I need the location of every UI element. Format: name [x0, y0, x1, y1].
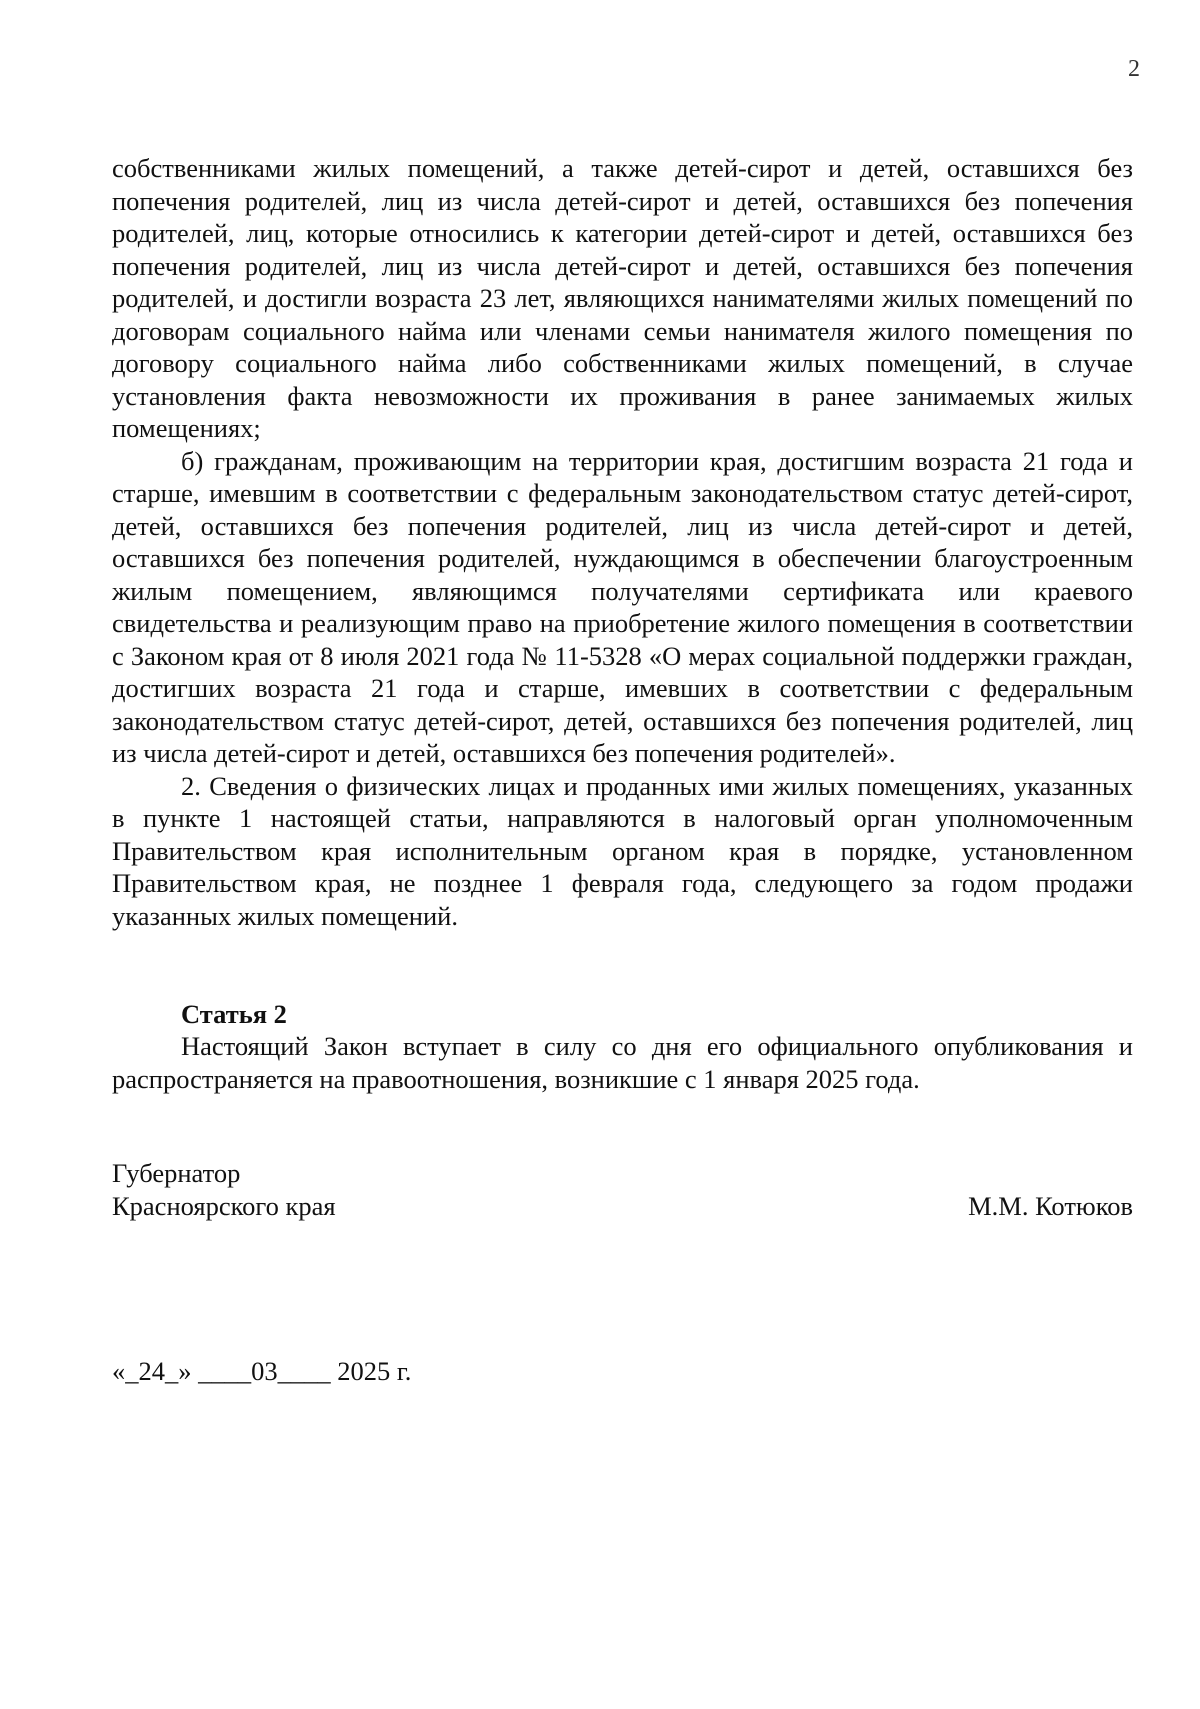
signatory-name: М.М. Котюков [968, 1190, 1133, 1221]
signatory-title-line-2: Красноярского края [112, 1190, 336, 1221]
paragraph-clause-2: 2. Сведения о физических лицах и проданных ими жилых помещениях, указанных в пункте 1 настоящей статьи, направляются в налоговый орган уполномоченным Правительством края исполнительным органом края в порядке, установленном Правительством края, не позднее 1 февраля года, следующего за годом продажи указанных жилых помещений. [112, 770, 1133, 931]
signing-date [112, 1355, 411, 1387]
date-month: ____03____ [198, 1356, 331, 1386]
date-day: _24_ [125, 1356, 179, 1386]
date-close-quote: » [178, 1356, 192, 1386]
article-2-text: Настоящий Закон вступает в силу со дня его официального опубликования и распространяется на правоотношения, возникшие с 1 января 2025 года. [112, 1031, 1133, 1094]
signatory-title-line-1: Губернатор [112, 1158, 241, 1188]
law-text-main [112, 152, 1133, 932]
paragraph-continuation: собственниками жилых помещений, а также детей-сирот и детей, оставшихся без попечения родителей, лиц из числа детей-сирот и детей, оставшихся без попечения родителей, лиц, которые относились к категории детей-сирот и детей, оставшихся без попечения родителей, лиц из числа детей-сирот и детей, оставшихся без попечения родителей, и достигли возраста 23 лет, являющихся нанимателями жилых помещений по договорам социального найма или членами семьи нанимателя жилого помещения по договору социального найма либо собственниками жилых помещений, в случае установления факта невозможности их проживания в ранее занимаемых жилых помещениях; [112, 153, 1133, 443]
paragraph-subclause-b: б) гражданам, проживающим на территории края, достигшим возраста 21 года и старше, имевшим в соответствии с федеральным законодательством статус детей-сирот, детей, оставшихся без попечения родителей, лиц из числа детей-сирот и детей, оставшихся без попечения родителей, нуждающимся в обеспечении благоустроенным жилым помещением, являющимся получателями сертификата или краевого свидетельства и реализующим право на приобретение жилого помещения в соответствии с Законом края от 8 июля 2021 года № 11-5328 «О мерах социальной поддержки граждан, достигших возраста 21 года и старше, имевших в соответствии с федеральным законодательством статус детей-сирот, детей, оставшихся без попечения родителей, лиц из числа детей-сирот и детей, оставшихся без попечения родителей». [112, 445, 1133, 768]
article-2-heading: Статья 2 [181, 999, 287, 1029]
signature-block [112, 1157, 1133, 1222]
date-open-quote: « [112, 1356, 126, 1386]
page-number: 2 [1128, 56, 1140, 82]
article-2-body [112, 1030, 1133, 1095]
date-year: 2025 г. [337, 1356, 412, 1386]
